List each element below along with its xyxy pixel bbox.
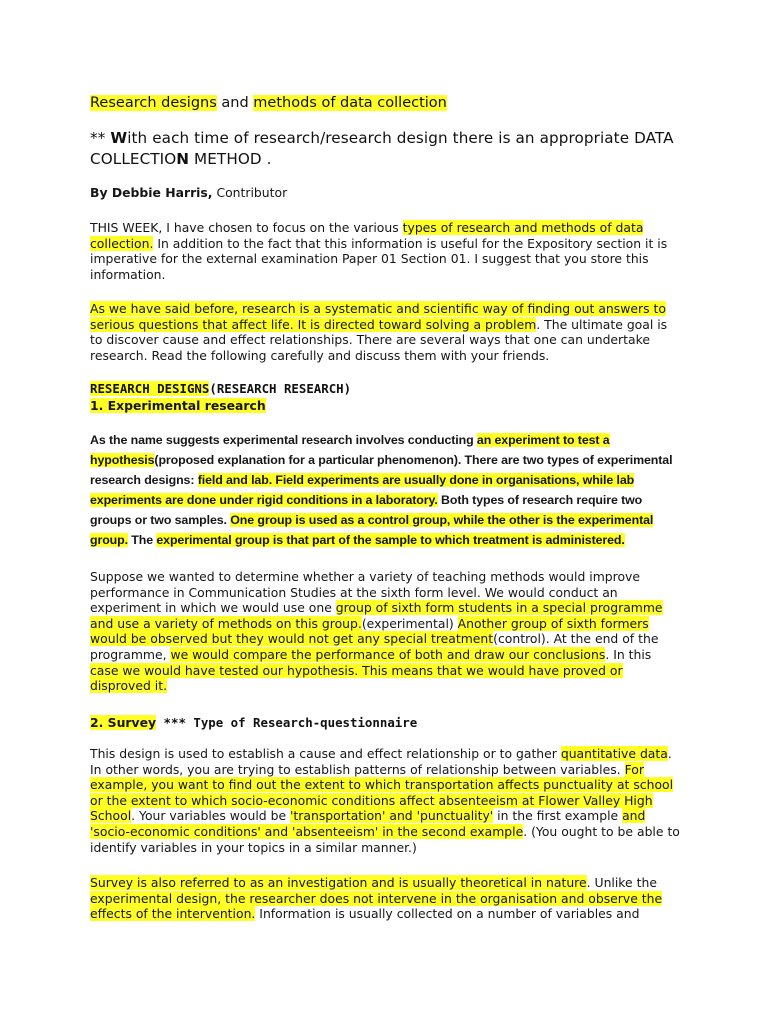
byline-role: Contributor: [212, 185, 288, 200]
survey-highlight-variables-1: 'transportation' and 'punctuality': [290, 808, 494, 824]
experimental-text-3: Both types of research require two groups or two samples.: [90, 493, 643, 527]
note-prefix: **: [90, 129, 111, 147]
title-highlight-methods: methods of data collection: [253, 95, 447, 111]
survey-text-2: . In other words, you are trying to establish patterns of relationship between variables.: [90, 746, 672, 777]
experimental-text: As the name suggests experimental research involves conducting: [90, 433, 477, 447]
title-highlight-designs: Research designs: [90, 95, 217, 111]
paragraph-survey-investigation: [90, 875, 682, 922]
definition-text: . The ultimate goal is to discover cause and effect relationships. There are several ways that one can undertake research. Read the following carefully and discuss them with your friends.: [90, 316, 668, 363]
survey-text: This design is used to establish a cause and effect relationship or to gather: [90, 746, 561, 761]
survey-highlight-quantitative: quantitative data: [560, 746, 668, 761]
example-highlight-compare: we would compare the performance of both and draw our conclusions: [170, 646, 606, 662]
survey-highlight-example: For example, you want to find out the extent to which transportation affects punctuality at school or the extent to which socio-economic conditions affect absenteeism at Flower Valley High School: [90, 761, 674, 824]
design-method-note: [90, 128, 682, 170]
section-research-designs: [90, 380, 682, 414]
survey-heading-highlight: 2. Survey: [90, 715, 157, 730]
note-text-end: METHOD .: [189, 150, 272, 168]
investigation-text-2: Information is usually collected on a number of variables and: [255, 906, 640, 922]
survey-text-4: in the first example: [493, 808, 623, 824]
example-highlight-control: Another group of sixth formers would be observed but they would not get any special treatment: [90, 615, 649, 647]
paragraph-research-definition: [90, 301, 682, 363]
example-text: Suppose we wanted to determine whether a variety of teaching methods would improve performance in Communication Studies at the sixth form level. We would conduct an experiment in which we would use one: [90, 569, 640, 616]
investigation-highlight-2: experimental design, the researcher does not intervene in the organisation and observe the effects of the intervention.: [90, 890, 663, 922]
survey-heading-suffix: *** Type of Research-questionnaire: [156, 715, 418, 730]
survey-text-5: . (You ought to be able to identify variables in your topics in a similar manner.): [90, 823, 680, 855]
survey-text-3: . Your variables would be: [131, 808, 291, 824]
note-text: ith each time of research/research design there is an appropriate DATA COLLECTIO: [90, 129, 674, 168]
designs-label-suffix: (RESEARCH RESEARCH): [209, 381, 352, 396]
note-bold-letter: N: [176, 150, 190, 168]
paragraph-intro: [90, 220, 682, 282]
research-designs-label: [90, 380, 682, 397]
experimental-text-2: (proposed explanation for a particular phenomenon). There are two types of experimental research designs:: [90, 453, 673, 487]
note-initial: W: [110, 129, 128, 147]
byline-author: By Debbie Harris,: [90, 185, 213, 200]
heading-experimental-research: [90, 397, 682, 414]
example-text-2: (experimental): [361, 615, 458, 631]
survey-highlight-variables-2: and 'socio-economic conditions' and 'absenteeism' in the second example: [90, 808, 646, 839]
document-title: [90, 93, 682, 113]
example-text-3: (control). At the end of the programme,: [90, 631, 659, 662]
designs-label-highlight: RESEARCH DESIGNS: [90, 381, 210, 396]
definition-highlight: As we have said before, research is a systematic and scientific way of finding out answers to serious questions that affect life. It is directed toward solving a problem: [90, 301, 666, 332]
example-text-4: . In this: [605, 646, 652, 662]
intro-highlight: types of research and methods of data collection.: [90, 220, 644, 251]
experimental-highlight-hypothesis: an experiment to test a hypothesis: [90, 433, 610, 467]
example-highlight-hypothesis: case we would have tested our hypothesis. This means that we would have proved or disproved it.: [90, 662, 623, 694]
paragraph-teaching-example: [90, 569, 682, 694]
byline: [90, 185, 682, 201]
experimental-highlight-groups: One group is used as a control group, while the other is the experimental group.: [90, 513, 654, 547]
experimental-highlight-field-lab: field and lab. Field experiments are usually done in organisations, while lab experiments are done under rigid conditions in a laboratory.: [90, 473, 635, 507]
investigation-highlight: Survey is also referred to as an investigation and is usually theoretical in nature: [90, 875, 587, 890]
intro-text: THIS WEEK, I have chosen to focus on the various: [90, 220, 403, 235]
experimental-heading-highlight: 1. Experimental research: [90, 398, 266, 413]
investigation-text: . Unlike the: [586, 875, 657, 890]
paragraph-experimental: [90, 430, 682, 550]
example-highlight-group: group of sixth form students in a special programme and use a variety of methods on this group.: [90, 600, 663, 631]
title-connector: and: [216, 95, 254, 111]
heading-survey: [90, 712, 682, 731]
paragraph-survey: [90, 746, 682, 855]
experimental-text-4: The: [127, 533, 157, 547]
intro-text-rest: In addition to the fact that this information is useful for the Expository section it is imperative for the external examination Paper 01 Section 01. I suggest that you store this information.: [90, 235, 668, 282]
experimental-highlight-treatment: experimental group is that part of the sample to which treatment is administered.: [156, 533, 625, 547]
